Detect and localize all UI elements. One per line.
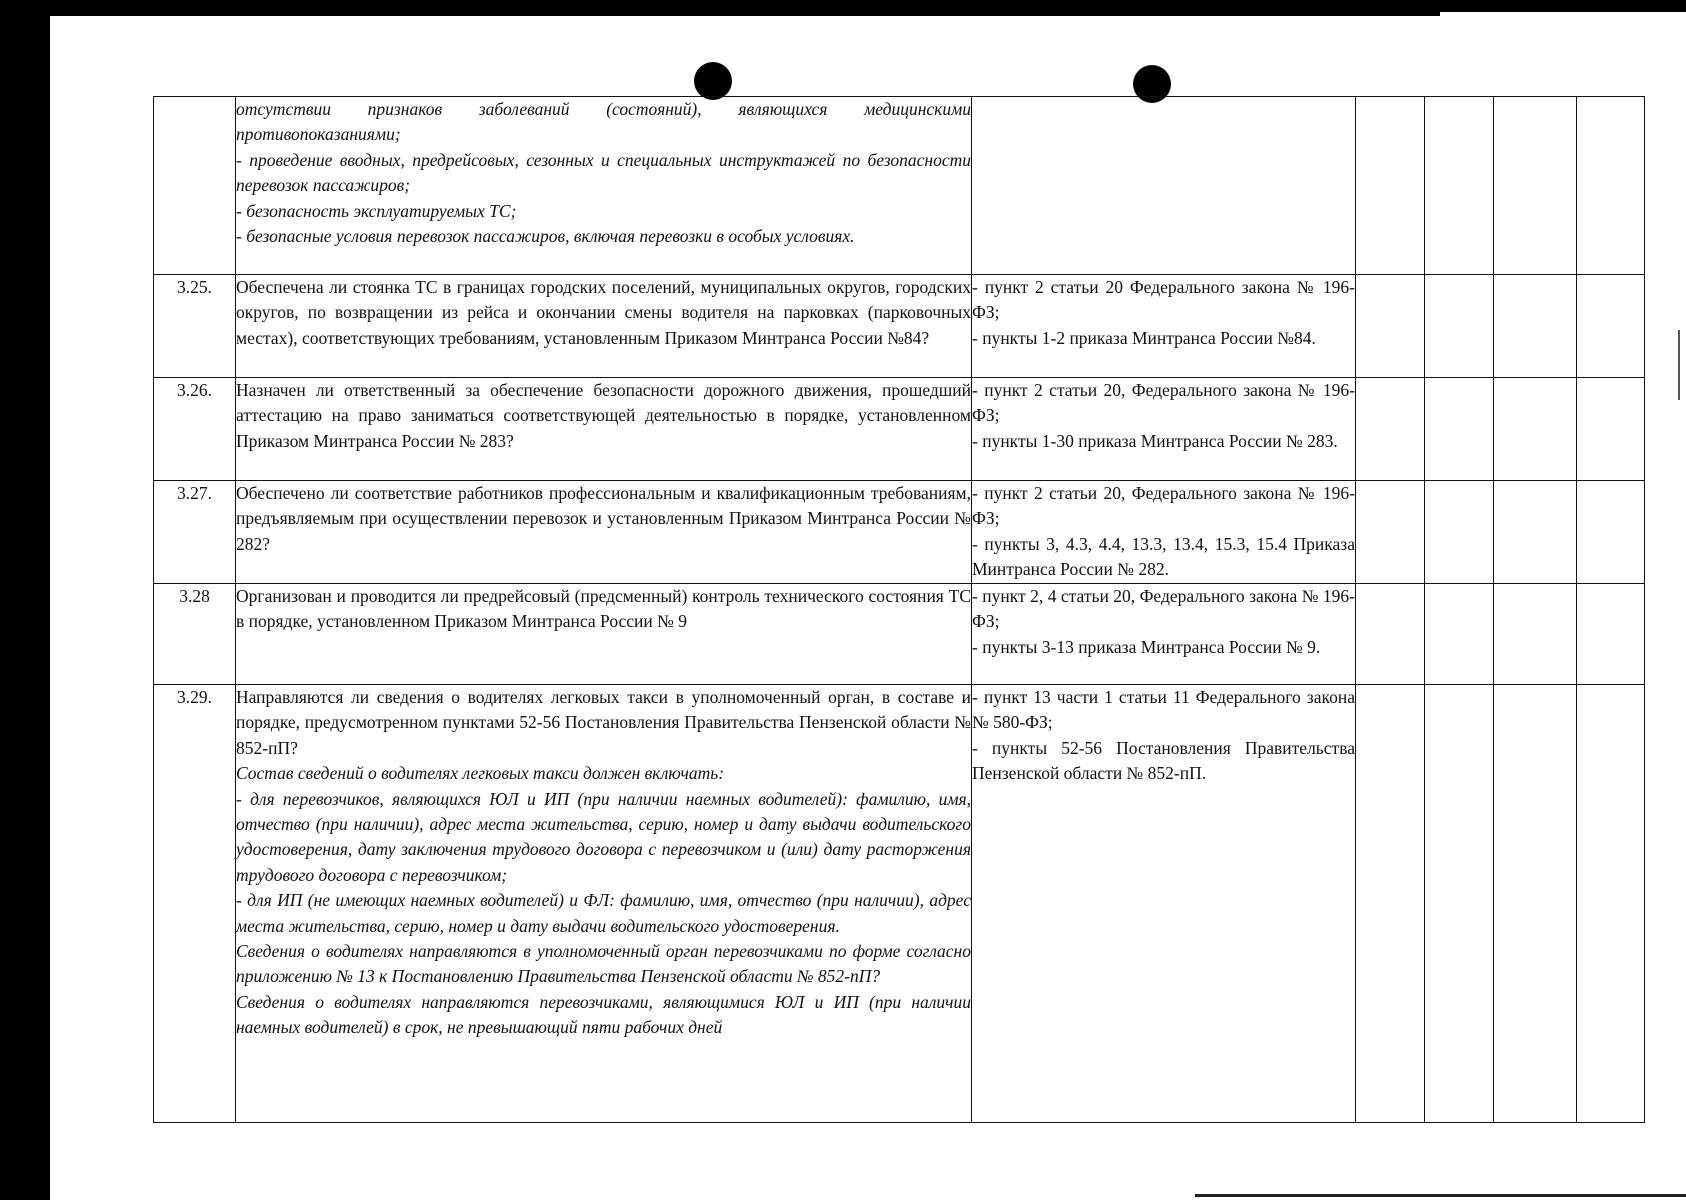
empty-check-cell (1356, 685, 1425, 1123)
reference-line: - пункты 3-13 приказа Минтранса России № 9. (972, 636, 1321, 657)
question-paragraph: Организован и проводится ли предрейсовый (предсменный) контроль технического состояния ТС в порядке, установленном Приказом Минтранса России № 9 (236, 586, 971, 632)
reference-line: - пункт 13 части 1 статьи 11 Федерального закона № 580-ФЗ; (972, 687, 1355, 733)
table-row (154, 584, 1645, 685)
empty-check-cell (1577, 481, 1645, 584)
item-number: 3.28 (154, 584, 236, 685)
scan-border-top-inner (0, 12, 1440, 16)
empty-check-cell (1425, 481, 1494, 584)
empty-check-cell (1356, 275, 1425, 378)
question-paragraph: - проведение вводных, предрейсовых, сезонных и специальных инструктажей по безопасности перевозок пассажиров; (236, 149, 971, 196)
question-paragraph: Направляются ли сведения о водителях легковых такси в уполномоченный орган, в составе и порядке, предусмотренном пунктами 52-56 Постановления Правительства Пензенской области № 852-пП? (236, 687, 971, 758)
reference-line: - пункт 2 статьи 20 Федерального закона № 196-ФЗ; (972, 277, 1355, 323)
question-cell (236, 378, 972, 481)
empty-check-cell (1577, 584, 1645, 685)
scan-border-left (0, 0, 50, 1200)
question-paragraph: - для ИП (не имеющих наемных водителей) и ФЛ: фамилию, имя, отчество (при наличии), адрес места жительства, серию, номер и дату выдачи водительского удостоверения. (236, 890, 971, 936)
empty-check-cell (1494, 378, 1577, 481)
question-paragraph: - безопасные условия перевозок пассажиров, включая перевозки в особых условиях. (236, 226, 855, 247)
empty-check-cell (1494, 481, 1577, 584)
question-paragraph: Обеспечена ли стоянка ТС в границах городских поселений, муниципальных округов, городских округов, по возвращении из рейса и окончании смены водителя на парковках (парковочных местах), соответствующих требованиям, установленным Приказом Минтранса России №84? (236, 277, 971, 348)
question-paragraph: - для перевозчиков, являющихся ЮЛ и ИП (при наличии наемных водителей): фамилию, имя, отчество (при наличии), адрес места жительства, серию, номер и дату выдачи водительского удостоверения, дату заключения трудового договора с перевозчиком и (или) дату расторжения трудового договора с перевозчиком; (236, 788, 971, 885)
empty-check-cell (1577, 378, 1645, 481)
empty-check-cell (1494, 584, 1577, 685)
empty-check-cell (1494, 275, 1577, 378)
checklist-table (153, 96, 1645, 1123)
reference-line: - пункты 3, 4.3, 4.4, 13.3, 13.4, 15.3, 15.4 Приказа Минтранса России № 282. (972, 533, 1355, 580)
empty-check-cell (1356, 481, 1425, 584)
reference-line: - пункты 52-56 Постановления Правительства Пензенской области № 852-пП. (972, 737, 1355, 784)
item-number: 3.27. (154, 481, 236, 584)
empty-check-cell (1356, 584, 1425, 685)
question-cell (236, 584, 972, 685)
punch-hole-left (694, 62, 732, 100)
empty-check-cell (1356, 97, 1425, 275)
question-paragraph: - безопасность эксплуатируемых ТС; (236, 200, 517, 221)
reference-line: - пункты 1-30 приказа Минтранса России № 283. (972, 430, 1338, 451)
scan-mark-right (1678, 330, 1680, 400)
question-paragraph: Обеспечено ли соответствие работников профессиональным и квалификационным требованиям, предъявляемым при осуществлении перевозок и установленным Приказом Минтранса России № 282? (236, 483, 971, 554)
question-paragraph: Сведения о водителях направляются перевозчиками, являющимися ЮЛ и ИП (при наличии наемных водителей) в срок, не превышающий пяти рабочих дней (236, 991, 971, 1038)
empty-check-cell (1425, 275, 1494, 378)
empty-check-cell (1494, 685, 1577, 1123)
empty-check-cell (1577, 97, 1645, 275)
reference-cell (972, 97, 1356, 275)
question-cell (236, 275, 972, 378)
question-paragraph: Сведения о водителях направляются в уполномоченный орган перевозчиками по форме согласно приложению № 13 к Постановлению Правительства Пензенской области № 852-пП? (236, 941, 971, 987)
reference-line: - пункт 2 статьи 20, Федерального закона № 196-ФЗ; (972, 380, 1355, 426)
reference-cell (972, 685, 1356, 1123)
table-row (154, 378, 1645, 481)
reference-cell (972, 275, 1356, 378)
empty-check-cell (1425, 97, 1494, 275)
empty-check-cell (1494, 97, 1577, 275)
empty-check-cell (1425, 685, 1494, 1123)
question-cell (236, 685, 972, 1123)
table-row (154, 97, 1645, 275)
scan-border-top (0, 0, 1686, 12)
table-row (154, 481, 1645, 584)
reference-line: - пункт 2 статьи 20, Федерального закона № 196-ФЗ; (972, 483, 1355, 529)
item-number: 3.29. (154, 685, 236, 1123)
empty-check-cell (1577, 275, 1645, 378)
question-paragraph: Состав сведений о водителях легковых такси должен включать: (236, 763, 725, 784)
question-cell (236, 481, 972, 584)
empty-check-cell (1425, 378, 1494, 481)
reference-cell (972, 481, 1356, 584)
question-cell (236, 97, 972, 275)
reference-cell (972, 584, 1356, 685)
item-number: 3.25. (154, 275, 236, 378)
scan-edge-bottom (1195, 1194, 1686, 1197)
item-number: 3.26. (154, 378, 236, 481)
reference-cell (972, 378, 1356, 481)
empty-check-cell (1356, 378, 1425, 481)
question-paragraph: Назначен ли ответственный за обеспечение безопасности дорожного движения, прошедший аттестацию на право заниматься соответствующей деятельностью в порядке, установленном Приказом Минтранса России № 283? (236, 380, 971, 451)
reference-line: - пункт 2, 4 статьи 20, Федерального закона № 196-ФЗ; (972, 586, 1355, 632)
item-number (154, 97, 236, 275)
table-row (154, 275, 1645, 378)
question-paragraph: отсутствии признаков заболеваний (состояний), являющихся медицинскими противопоказаниями; (236, 99, 971, 145)
reference-line: - пункты 1-2 приказа Минтранса России №84. (972, 327, 1316, 348)
empty-check-cell (1425, 584, 1494, 685)
empty-check-cell (1577, 685, 1645, 1123)
table-row (154, 685, 1645, 1123)
